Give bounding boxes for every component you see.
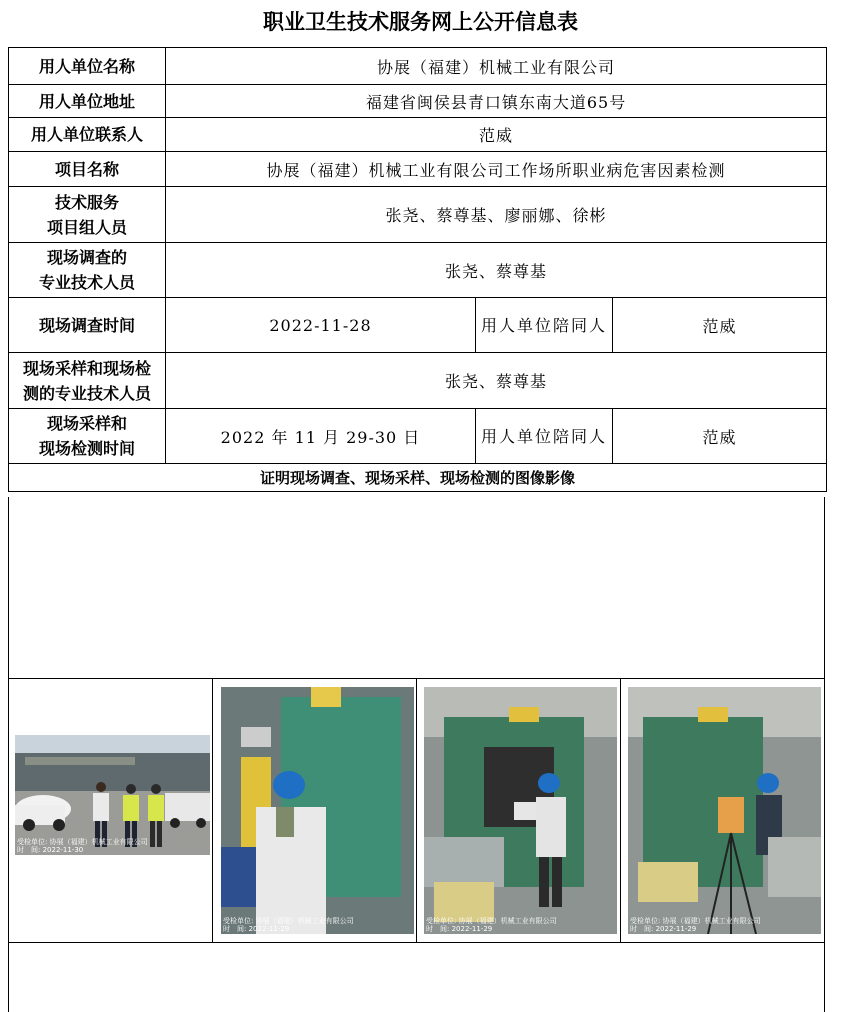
unit-name-value: 协展（福建）机械工业有限公司 [166, 48, 827, 85]
row-section-title [9, 464, 827, 492]
survey-time-label: 现场调查时间 [9, 298, 166, 353]
survey-staff-label [9, 243, 166, 298]
row-sampling-time [9, 409, 827, 464]
photo-4-caption-time: 时 间: 2022-11-29 [630, 925, 697, 933]
photo-cell-4 [621, 679, 824, 942]
photo-1-caption-unit: 受检单位: 协展（福建）机械工业有限公司 [17, 838, 148, 846]
sampling-time-label-line1: 现场采样和 [46, 414, 127, 433]
sampling-staff-value: 张尧、蔡尊基 [166, 353, 827, 409]
sampling-staff-label-line1: 现场采样和现场检 [22, 358, 151, 378]
photo-workshop-sampling [424, 687, 617, 934]
workshop-sampling-image [424, 687, 617, 934]
site-entrance-image [15, 735, 210, 855]
survey-companion-value: 范威 [613, 298, 827, 353]
unit-address-value: 福建省闽侯县青口镇东南大道65号 [166, 85, 827, 118]
row-unit-address [9, 85, 827, 118]
photo-cell-1 [9, 679, 213, 942]
unit-address-label: 用人单位地址 [9, 85, 166, 118]
team-label [9, 187, 166, 243]
photo-cell-3 [417, 679, 621, 942]
photo-3-caption-unit: 受检单位: 协展（福建）机械工业有限公司 [426, 917, 557, 925]
survey-staff-value: 张尧、蔡尊基 [166, 243, 827, 298]
info-table [8, 47, 827, 492]
photo-4-caption [630, 917, 761, 933]
section-title: 证明现场调查、现场采样、现场检测的图像影像 [9, 464, 827, 492]
unit-name-label: 用人单位名称 [9, 48, 166, 85]
row-project-name [9, 152, 827, 187]
photo-row [8, 678, 825, 943]
press-machine-image [221, 687, 414, 934]
photo-1-caption [17, 838, 148, 854]
photo-site-entrance [15, 735, 210, 855]
row-team [9, 187, 827, 243]
project-name-label: 项目名称 [9, 152, 166, 187]
survey-companion-label: 用人单位陪同人 [476, 298, 613, 353]
sampling-staff-label-line2: 测的专业技术人员 [22, 383, 151, 403]
sampling-staff-label [9, 353, 166, 409]
photo-4-caption-unit: 受检单位: 协展（福建）机械工业有限公司 [630, 917, 761, 925]
row-contact [9, 118, 827, 152]
sampling-companion-value: 范威 [613, 409, 827, 464]
sampling-companion-label: 用人单位陪同人 [476, 409, 613, 464]
row-sampling-staff [9, 353, 827, 409]
photo-2-caption-unit: 受检单位: 协展（福建）机械工业有限公司 [223, 917, 354, 925]
photo-2-caption-time: 时 间: 2022-11-29 [223, 925, 290, 933]
team-label-line1: 技术服务 [54, 192, 119, 212]
page-title: 职业卫生技术服务网上公开信息表 [263, 10, 578, 34]
photo-2-caption [223, 917, 354, 933]
survey-time-value: 2022-11-28 [166, 298, 476, 353]
noise-measurement-image [628, 687, 821, 934]
survey-staff-label-line1: 现场调查的 [46, 248, 127, 267]
row-unit-name [9, 48, 827, 85]
project-name-value: 协展（福建）机械工业有限公司工作场所职业病危害因素检测 [166, 152, 827, 187]
row-survey-time [9, 298, 827, 353]
photo-press-machine [221, 687, 414, 934]
photo-3-caption [426, 917, 557, 933]
team-label-line2: 项目组人员 [46, 217, 127, 237]
sampling-time-label [9, 409, 166, 464]
photo-cell-2 [213, 679, 417, 942]
team-value: 张尧、蔡尊基、廖丽娜、徐彬 [166, 187, 827, 243]
contact-label: 用人单位联系人 [9, 118, 166, 152]
contact-value: 范威 [166, 118, 827, 152]
photo-1-caption-time: 时 间: 2022-11-30 [17, 846, 84, 854]
survey-staff-label-line2: 专业技术人员 [38, 273, 135, 292]
photo-3-caption-time: 时 间: 2022-11-29 [426, 925, 493, 933]
sampling-time-label-line2: 现场检测时间 [38, 439, 135, 458]
photo-noise-measurement [628, 687, 821, 934]
sampling-time-value: 2022 年 11 月 29-30 日 [166, 409, 476, 464]
row-survey-staff [9, 243, 827, 298]
